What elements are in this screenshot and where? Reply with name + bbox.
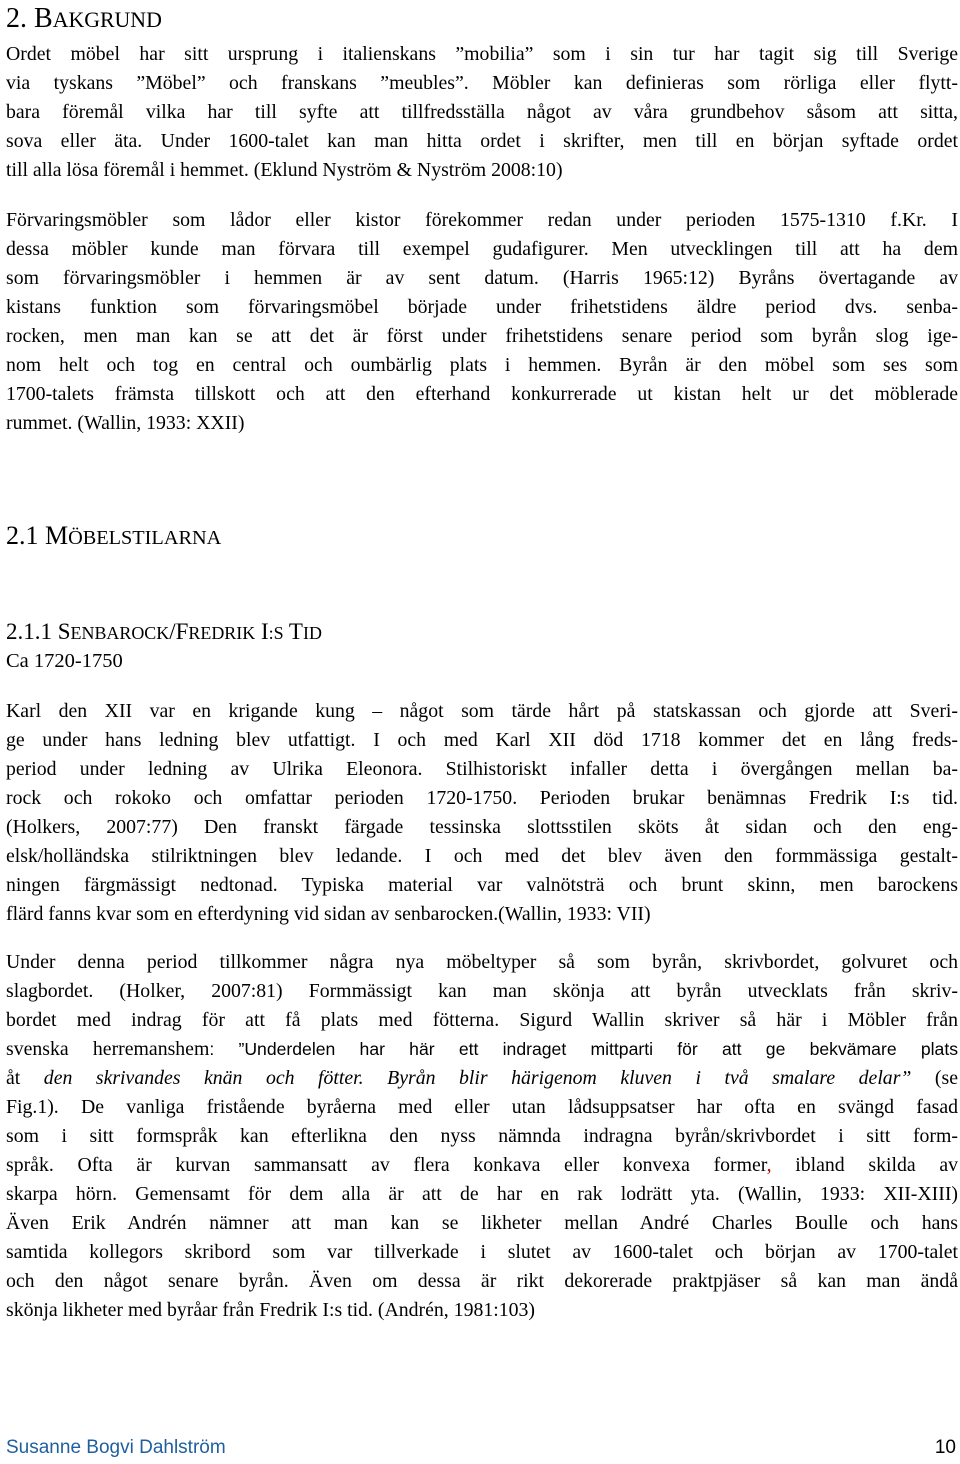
text-line: Även Erik Andrén nämner att man kan se likheter mellan André Charles Boulle och hans [6,1212,958,1234]
heading-part: T [283,619,303,644]
subsubsection-heading [6,618,322,647]
text-line-quote-start [6,1035,958,1064]
text-line: Ordet möbel har sitt ursprung i italienskans ”mobilia” som i sin tur har tagit sig till Sverige [6,43,958,65]
text-line-with-red-comma [6,1151,958,1180]
text-fragment: svenska herremanshem [6,1038,210,1060]
heading-part: / [169,619,176,644]
text-fragment: ibland skilda av [771,1154,958,1176]
text-line: rummet. (Wallin, 1933: XXII) [6,412,245,434]
heading-part: REDRIK [188,623,256,643]
heading-initial: M [45,521,69,550]
text-line: Förvaringsmöbler som lådor eller kistor förekommer redan under perioden 1575-1310 f.Kr. I [6,209,958,231]
heading-part: S [57,619,71,644]
heading-part: ID [302,623,322,643]
quote-fragment: : ”Underdelen har här ett indraget mittparti för att ge bekvämare plats [209,1039,958,1059]
paragraph-storage-furniture [6,206,958,438]
text-line: bordet med indrag för att få plats med fötterna. Sigurd Wallin skriver så här i Möbler från [6,1009,958,1031]
text-line: period under ledning av Ulrika Eleonora. Stilhistoriskt infaller detta i övergången mellan ba- [6,758,958,780]
footer-author: Susanne Bogvi Dahlström [6,1437,226,1458]
document-page [6,0,956,1464]
text-line: elsk/holländska stilriktningen blev ledande. I och med det blev även den formmässiga gestalt- [6,845,958,867]
subsection-heading [6,520,221,554]
heading-number: 2.1 [6,521,45,550]
text-fragment: (se [911,1067,958,1089]
heading-part: ENBAROCK [70,623,170,643]
text-line: nom helt och tog en central och oumbärlig plats i hemmen. Byrån är den möbel som ses som [6,354,958,376]
text-line: bara föremål vilka har till syfte att tillfredsställa något av våra grundbehov såsom att sitta, [6,101,958,123]
text-line: till alla lösa föremål i hemmet. (Eklund Nyström & Nyström 2008:10) [6,159,563,181]
paragraph-new-furniture [6,948,958,1325]
paragraph-origin [6,40,958,185]
paragraph-karl-xii [6,697,958,929]
text-line: skarpa hörn. Gemensamt för dem alla är att de har en rak lodrätt yta. (Wallin, 1933: XII-XIII) [6,1183,958,1205]
heading-part: :S [268,623,284,643]
heading-part: I [255,619,269,644]
text-line: Under denna period tillkommer några nya möbeltyper så som byrån, skrivbordet, golvuret och [6,951,958,973]
heading-initial: B [34,3,53,34]
text-line: skönja likheter med byråar från Fredrik I:s tid. (Andrén, 1981:103) [6,1299,536,1321]
text-line: Fig.1). De vanliga fristående byråerna med eller utan lådsuppsatser har ofta en svängd fasad [6,1096,958,1118]
text-line: Karl den XII var en krigande kung – något som tärde hårt på statskassan och gjorde att Sveri- [6,700,958,722]
text-fragment: åt [6,1067,44,1089]
page-number: 10 [934,1437,956,1458]
section-heading [6,2,162,37]
heading-rest: ÖBELSTILARNA [68,527,222,549]
text-line: rocken, men man kan se att det är först under frihetstidens senare period som byrån slog ige- [6,325,958,347]
italic-quote: den skrivandes knän och fötter. Byrån blir härigenom kluven i två smalare delar” [43,1067,912,1089]
text-fragment: språk. Ofta är kurvan sammansatt av flera konkava eller konvexa former [6,1154,767,1176]
text-line-quote-end [6,1064,958,1093]
text-line: sova eller äta. Under 1600-talet kan man hitta ordet i skrifter, men till en början syftade ordet [6,130,958,152]
text-line: och den något senare byrån. Även om dessa är rikt dekorerade praktpjäser så kan man ändå [6,1270,958,1292]
text-line: ge under hans ledning blev utfattigt. I och med Karl XII död 1718 kommer det en lång freds- [6,729,958,751]
text-line: 1700-talets främsta tillskott och att den efterhand konkurrerade ut kistan helt ur det möblerade [6,383,958,405]
heading-part: F [175,619,189,644]
text-line: som i sitt formspråk kan efterlikna den nyss nämnda indragna byrån/skrivbordet i sitt form- [6,1125,958,1147]
text-line: kistans funktion som förvaringsmöbel började under frihetstidens äldre period dvs. senba- [6,296,958,318]
text-line: ningen färgmässigt nedtonad. Typiska material var valnötsträ och brunt skinn, men barockens [6,874,958,896]
text-line: dessa möbler kunde man förvara till exempel gudafigurer. Men utvecklingen till att ha dem [6,238,958,260]
text-line: samtida kollegors skribord som var tillverkade i slutet av 1600-talet och början av 1700-talet [6,1241,958,1263]
text-line: via tyskans ”Möbel” och franskans ”meubles”. Möbler kan definieras som rörliga eller flytt- [6,72,958,94]
heading-number: 2. [6,3,34,34]
heading-rest: AKGRUND [52,8,162,32]
text-line: (Holkers, 2007:77) Den franskt färgade tessinska slottsstilen sköts åt sidan och den eng- [6,816,958,838]
text-line: flärd fanns kvar som en efterdyning vid sidan av senbarocken.(Wallin, 1933: VII) [6,903,651,925]
text-line: rock och rokoko och omfattar perioden 1720-1750. Perioden brukar benämnas Fredrik I:s tid. [6,787,958,809]
period-label: Ca 1720-1750 [6,650,123,672]
text-line: som förvaringsmöbler i hemmen är av sent datum. (Harris 1965:12) Byråns övertagande av [6,267,958,289]
text-line: slagbordet. (Holker, 2007:81) Formmässigt kan man skönja att byrån utvecklats från skriv- [6,980,958,1002]
heading-number: 2.1.1 [6,619,58,644]
red-comma: , [766,1154,772,1176]
